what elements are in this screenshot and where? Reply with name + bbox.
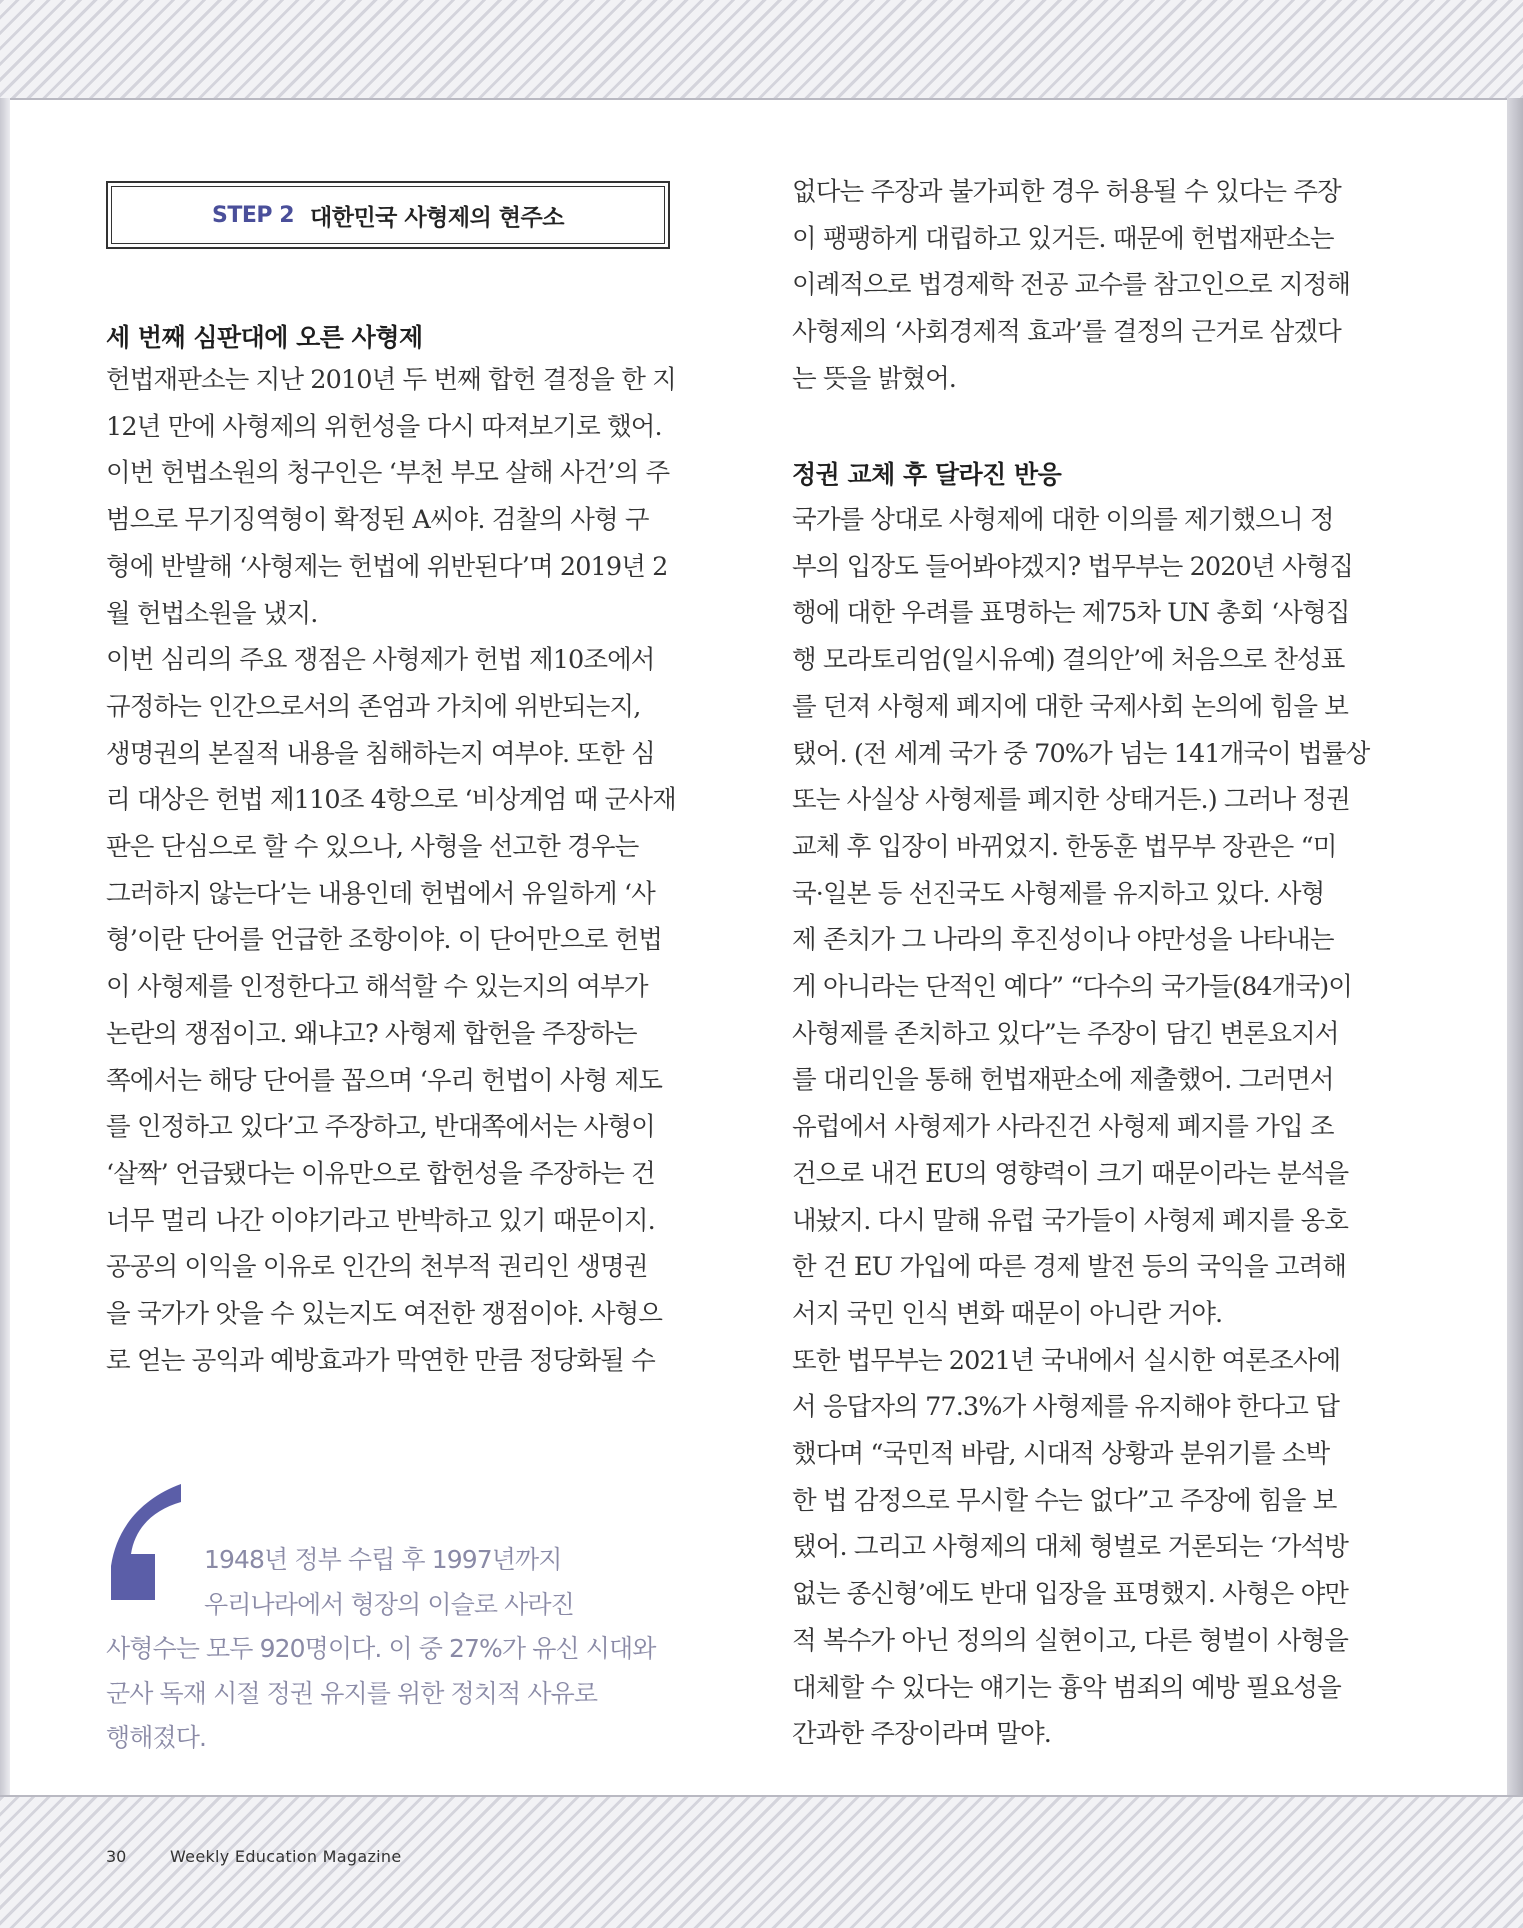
text-line: 그러하지 않는다’는 내용인데 헌법에서 유일하게 ‘사 xyxy=(106,878,655,909)
text-line: 한 법 감정으로 무시할 수는 없다”고 주장에 힘을 보 xyxy=(792,1485,1337,1516)
step-label: STEP 2 xyxy=(212,202,295,228)
text-line: 없는 종신형’에도 반대 입장을 표명했지. 사형은 야만 xyxy=(792,1579,1349,1610)
text-line: 행해졌다. xyxy=(106,1723,207,1752)
text-line: 범으로 무기징역형이 확정된 A씨야. 검찰의 사형 구 xyxy=(106,505,649,536)
text-line: 로 얻는 공익과 예방효과가 막연한 만큼 정당화될 수 xyxy=(106,1345,655,1376)
text-line: 를 던져 사형제 폐지에 대한 국제사회 논의에 힘을 보 xyxy=(792,691,1349,722)
text-line: 공공의 이익을 이유로 인간의 천부적 권리인 생명권 xyxy=(106,1252,648,1283)
right-heading: 정권 교체 후 달라진 반응 xyxy=(792,460,1062,489)
page-number: 30 xyxy=(106,1847,127,1866)
text-line: 교체 후 입장이 바뀌었지. 한동훈 법무부 장관은 “미 xyxy=(792,831,1337,862)
text-line: 제 존치가 그 나라의 후진성이나 야만성을 나타내는 xyxy=(792,925,1334,956)
text-line: 판은 단심으로 할 수 있으나, 사형을 선고한 경우는 xyxy=(106,832,639,863)
text-line: 을 국가가 앗을 수 있는지도 여전한 쟁점이야. 사형으 xyxy=(106,1299,663,1330)
text-line: 국가를 상대로 사형제에 대한 이의를 제기했으니 정 xyxy=(792,505,1334,535)
text-line: 행에 대한 우려를 표명하는 제75차 UN 총회 ‘사형집 xyxy=(792,598,1350,629)
left-heading: 세 번째 심판대에 오른 사형제 xyxy=(106,323,423,352)
text-line: 탰어. 그리고 사형제의 대체 형벌로 거론되는 ‘가석방 xyxy=(792,1532,1349,1563)
text-line: 서지 국민 인식 변화 때문이 아니란 거야. xyxy=(792,1298,1223,1329)
left-body-text xyxy=(106,357,676,1384)
text-line: 한 건 EU 가입에 따른 경제 발전 등의 국익을 고려해 xyxy=(792,1252,1347,1283)
text-line: 형’이란 단어를 언급한 조항이야. 이 단어만으로 헌법 xyxy=(106,925,663,956)
text-line: 12년 만에 사형제의 위헌성을 다시 따져보기로 했어. xyxy=(106,411,662,442)
text-line: 유럽에서 사형제가 사라진건 사형제 폐지를 가입 조 xyxy=(792,1112,1334,1143)
text-line: 간과한 주장이라며 말야. xyxy=(792,1719,1051,1750)
text-line: 1948년 정부 수립 후 1997년까지 xyxy=(204,1545,562,1574)
text-line: 내놨지. 다시 말해 유럽 국가들이 사형제 폐지를 옹호 xyxy=(792,1205,1349,1236)
section-title-inner-border xyxy=(111,186,665,244)
text-line: 건으로 내건 EU의 영향력이 크기 때문이라는 분석을 xyxy=(792,1158,1349,1189)
text-line: 행 모라토리엄(일시유예) 결의안’에 처음으로 찬성표 xyxy=(792,645,1345,676)
magazine-name: Weekly Education Magazine xyxy=(170,1847,402,1866)
text-line: 이 팽팽하게 대립하고 있거든. 때문에 헌법재판소는 xyxy=(792,223,1334,254)
text-line: 없다는 주장과 불가피한 경우 허용될 수 있다는 주장 xyxy=(792,177,1341,207)
section-title: 대한민국 사형제의 현주소 xyxy=(310,204,564,231)
text-line: 월 헌법소원을 냈지. xyxy=(106,598,318,629)
text-line: 사형제를 존치하고 있다”는 주장이 담긴 변론요지서 xyxy=(792,1018,1339,1049)
text-line: 규정하는 인간으로서의 존엄과 가치에 위반되는지, xyxy=(106,691,641,722)
text-line: 대체할 수 있다는 얘기는 흉악 범죄의 예방 필요성을 xyxy=(792,1672,1341,1703)
text-line: 논란의 쟁점이고. 왜냐고? 사형제 합헌을 주장하는 xyxy=(106,1018,637,1049)
text-line: 사형제의 ‘사회경제적 효과’를 결정의 근거로 삼겠다 xyxy=(792,317,1341,348)
page-left-edge xyxy=(0,98,10,1795)
text-line: 부의 입장도 들어봐야겠지? 법무부는 2020년 사형집 xyxy=(792,551,1354,582)
text-line: 국·일본 등 선진국도 사형제를 유지하고 있다. 사형 xyxy=(792,878,1325,909)
text-line: 탰어. (전 세계 국가 중 70%가 넘는 141개국이 법률상 xyxy=(792,738,1370,769)
text-line: 적 복수가 아닌 정의의 실현이고, 다른 형벌이 사형을 xyxy=(792,1625,1349,1656)
right-body-text xyxy=(792,497,1369,1758)
text-line: 우리나라에서 형장의 이슬로 사라진 xyxy=(204,1589,574,1619)
text-line: 는 뜻을 밝혔어. xyxy=(792,363,957,394)
text-line: 또는 사실상 사형제를 폐지한 상태거든.) 그러나 정권 xyxy=(792,785,1350,816)
section-title-box xyxy=(106,181,670,249)
text-line: 또한 법무부는 2021년 국내에서 실시한 여론조사에 xyxy=(792,1345,1341,1376)
text-line: 형에 반발해 ‘사형제는 헌법에 위반된다’며 2019년 2 xyxy=(106,551,668,582)
top-pattern-band xyxy=(0,0,1523,100)
page-right-edge xyxy=(1507,98,1523,1795)
right-intro-text xyxy=(792,169,1350,403)
text-line: 이례적으로 법경제학 전공 교수를 참고인으로 지정해 xyxy=(792,270,1351,301)
text-line: 군사 독재 시절 정권 유지를 위한 정치적 사유로 xyxy=(106,1678,598,1708)
text-line: 이번 헌법소원의 청구인은 ‘부천 부모 살해 사건’의 주 xyxy=(106,458,670,489)
pull-quote xyxy=(106,1538,706,1761)
text-line: 생명권의 본질적 내용을 침해하는지 여부야. 또한 심 xyxy=(106,738,655,769)
text-line: 너무 멀리 나간 이야기라고 반박하고 있기 때문이지. xyxy=(106,1205,655,1236)
text-line: 했다며 “국민적 바람, 시대적 상황과 분위기를 소박 xyxy=(792,1439,1330,1470)
text-line: 사형수는 모두 920명이다. 이 중 27%가 유신 시대와 xyxy=(106,1634,656,1663)
text-line: 를 대리인을 통해 헌법재판소에 제출했어. 그러면서 xyxy=(792,1065,1334,1096)
text-line: ‘살짝’ 언급됐다는 이유만으로 합헌성을 주장하는 건 xyxy=(106,1158,655,1189)
text-line: 쪽에서는 해당 단어를 꼽으며 ‘우리 헌법이 사형 제도 xyxy=(106,1065,663,1096)
text-line: 서 응답자의 77.3%가 사형제를 유지해야 한다고 답 xyxy=(792,1392,1339,1423)
text-line: 이번 심리의 주요 쟁점은 사형제가 헌법 제10조에서 xyxy=(106,645,655,676)
text-line: 리 대상은 헌법 제110조 4항으로 ‘비상계엄 때 군사재 xyxy=(106,785,676,816)
text-line: 헌법재판소는 지난 2010년 두 번째 합헌 결정을 한 지 xyxy=(106,365,676,395)
text-line: 를 인정하고 있다’고 주장하고, 반대쪽에서는 사형이 xyxy=(106,1112,655,1143)
text-line: 이 사형제를 인정한다고 해석할 수 있는지의 여부가 xyxy=(106,972,648,1003)
text-line: 게 아니라는 단적인 예다” “다수의 국가들(84개국)이 xyxy=(792,972,1352,1003)
